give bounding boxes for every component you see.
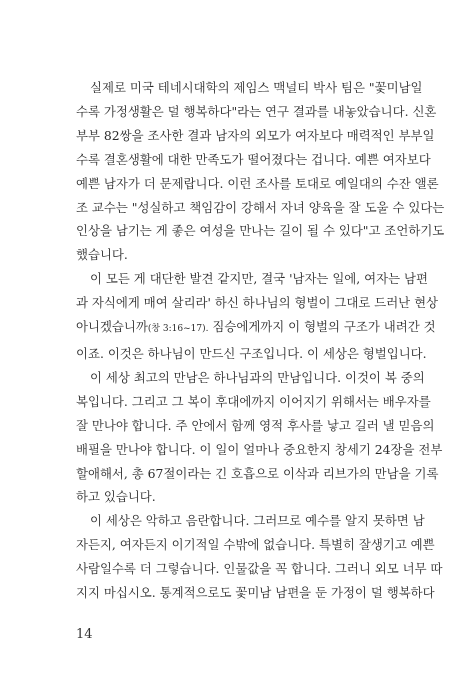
text-line: 이 모든 게 대단한 발견 같지만, 결국 '남자는 일에, 여자는 남편: [90, 271, 428, 287]
scripture-reference: (창 3:16~17).: [147, 324, 209, 335]
text-line: [76, 315, 436, 342]
paragraph-3: [76, 366, 443, 509]
text-line: 인상을 남기는 게 좋은 여성을 만나는 길이 될 수 있다"고 조언하기도: [76, 223, 445, 239]
text-line: 배필을 만나야 합니다. 이 일이 얼마나 중요한지 창세기 24장을 전부: [76, 441, 443, 457]
text-line: 이죠. 이것은 하나님이 만드신 구조입니다. 이 세상은 형벌입니다.: [76, 345, 427, 361]
paragraph-1: [76, 76, 445, 267]
text-line: 부부 82쌍을 조사한 결과 남자의 외모가 여자보다 매력적인 부부일: [76, 127, 435, 143]
text-line: 이 세상 최고의 만남은 하나님과의 만남입니다. 이것이 복 중의: [90, 369, 425, 385]
text-segment: 아니겠습니까: [76, 319, 148, 335]
text-line: 과 자식에게 매여 살리라' 하신 하나님의 형벌이 그대로 드러난 현상: [76, 295, 439, 311]
text-line: 자든지, 여자든지 이기적일 수밖에 없습니다. 특별히 잘생기고 예쁜: [76, 537, 435, 553]
text-line: 사람일수록 더 그렇습니다. 인물값을 꼭 합니다. 그러니 외모 너무 따: [76, 561, 443, 577]
text-line: 예쁜 남자가 더 문제랍니다. 이런 조사를 토대로 예일대의 수잔 앨론: [76, 175, 439, 191]
text-line: 수록 결혼생활에 대한 만족도가 떨어졌다는 겁니다. 예쁜 여자보다: [76, 151, 431, 167]
text-line: 복입니다. 그리고 그 복이 후대에까지 이어지기 위해서는 배우자를: [76, 393, 431, 409]
text-line: 잘 만나야 합니다. 주 안에서 함께 영적 후사를 낳고 길러 낼 믿음의: [76, 417, 435, 433]
text-line: 하고 있습니다.: [76, 489, 156, 505]
page-number: 14: [76, 627, 93, 642]
text-line: 수록 가정생활은 덜 행복하다"라는 연구 결과를 내놓았습니다. 신혼: [76, 103, 437, 119]
text-segment: 짐승에게까지 이 형벌의 구조가 내려간 것: [208, 319, 436, 335]
paragraph-4: [76, 509, 443, 605]
text-line: 이 세상은 악하고 음란합니다. 그러므로 예수를 알지 못하면 남: [90, 513, 425, 529]
text-line: 지지 마십시오. 통계적으로도 꽃미남 남편을 둔 가정이 덜 행복하다: [76, 585, 435, 601]
paragraph-2: [76, 267, 439, 366]
text-line: 실제로 미국 테네시대학의 제임스 맥널티 박사 팀은 "꽃미남일: [90, 80, 423, 95]
text-line: 할애해서, 총 67절이라는 긴 호흡으로 이삭과 리브가의 만남을 기록: [76, 465, 439, 481]
body-text: [76, 76, 445, 605]
text-line: 했습니다.: [76, 247, 128, 263]
text-line: 조 교수는 "성실하고 책임감이 강해서 자녀 양육을 잘 도울 수 있다는: [76, 199, 445, 215]
